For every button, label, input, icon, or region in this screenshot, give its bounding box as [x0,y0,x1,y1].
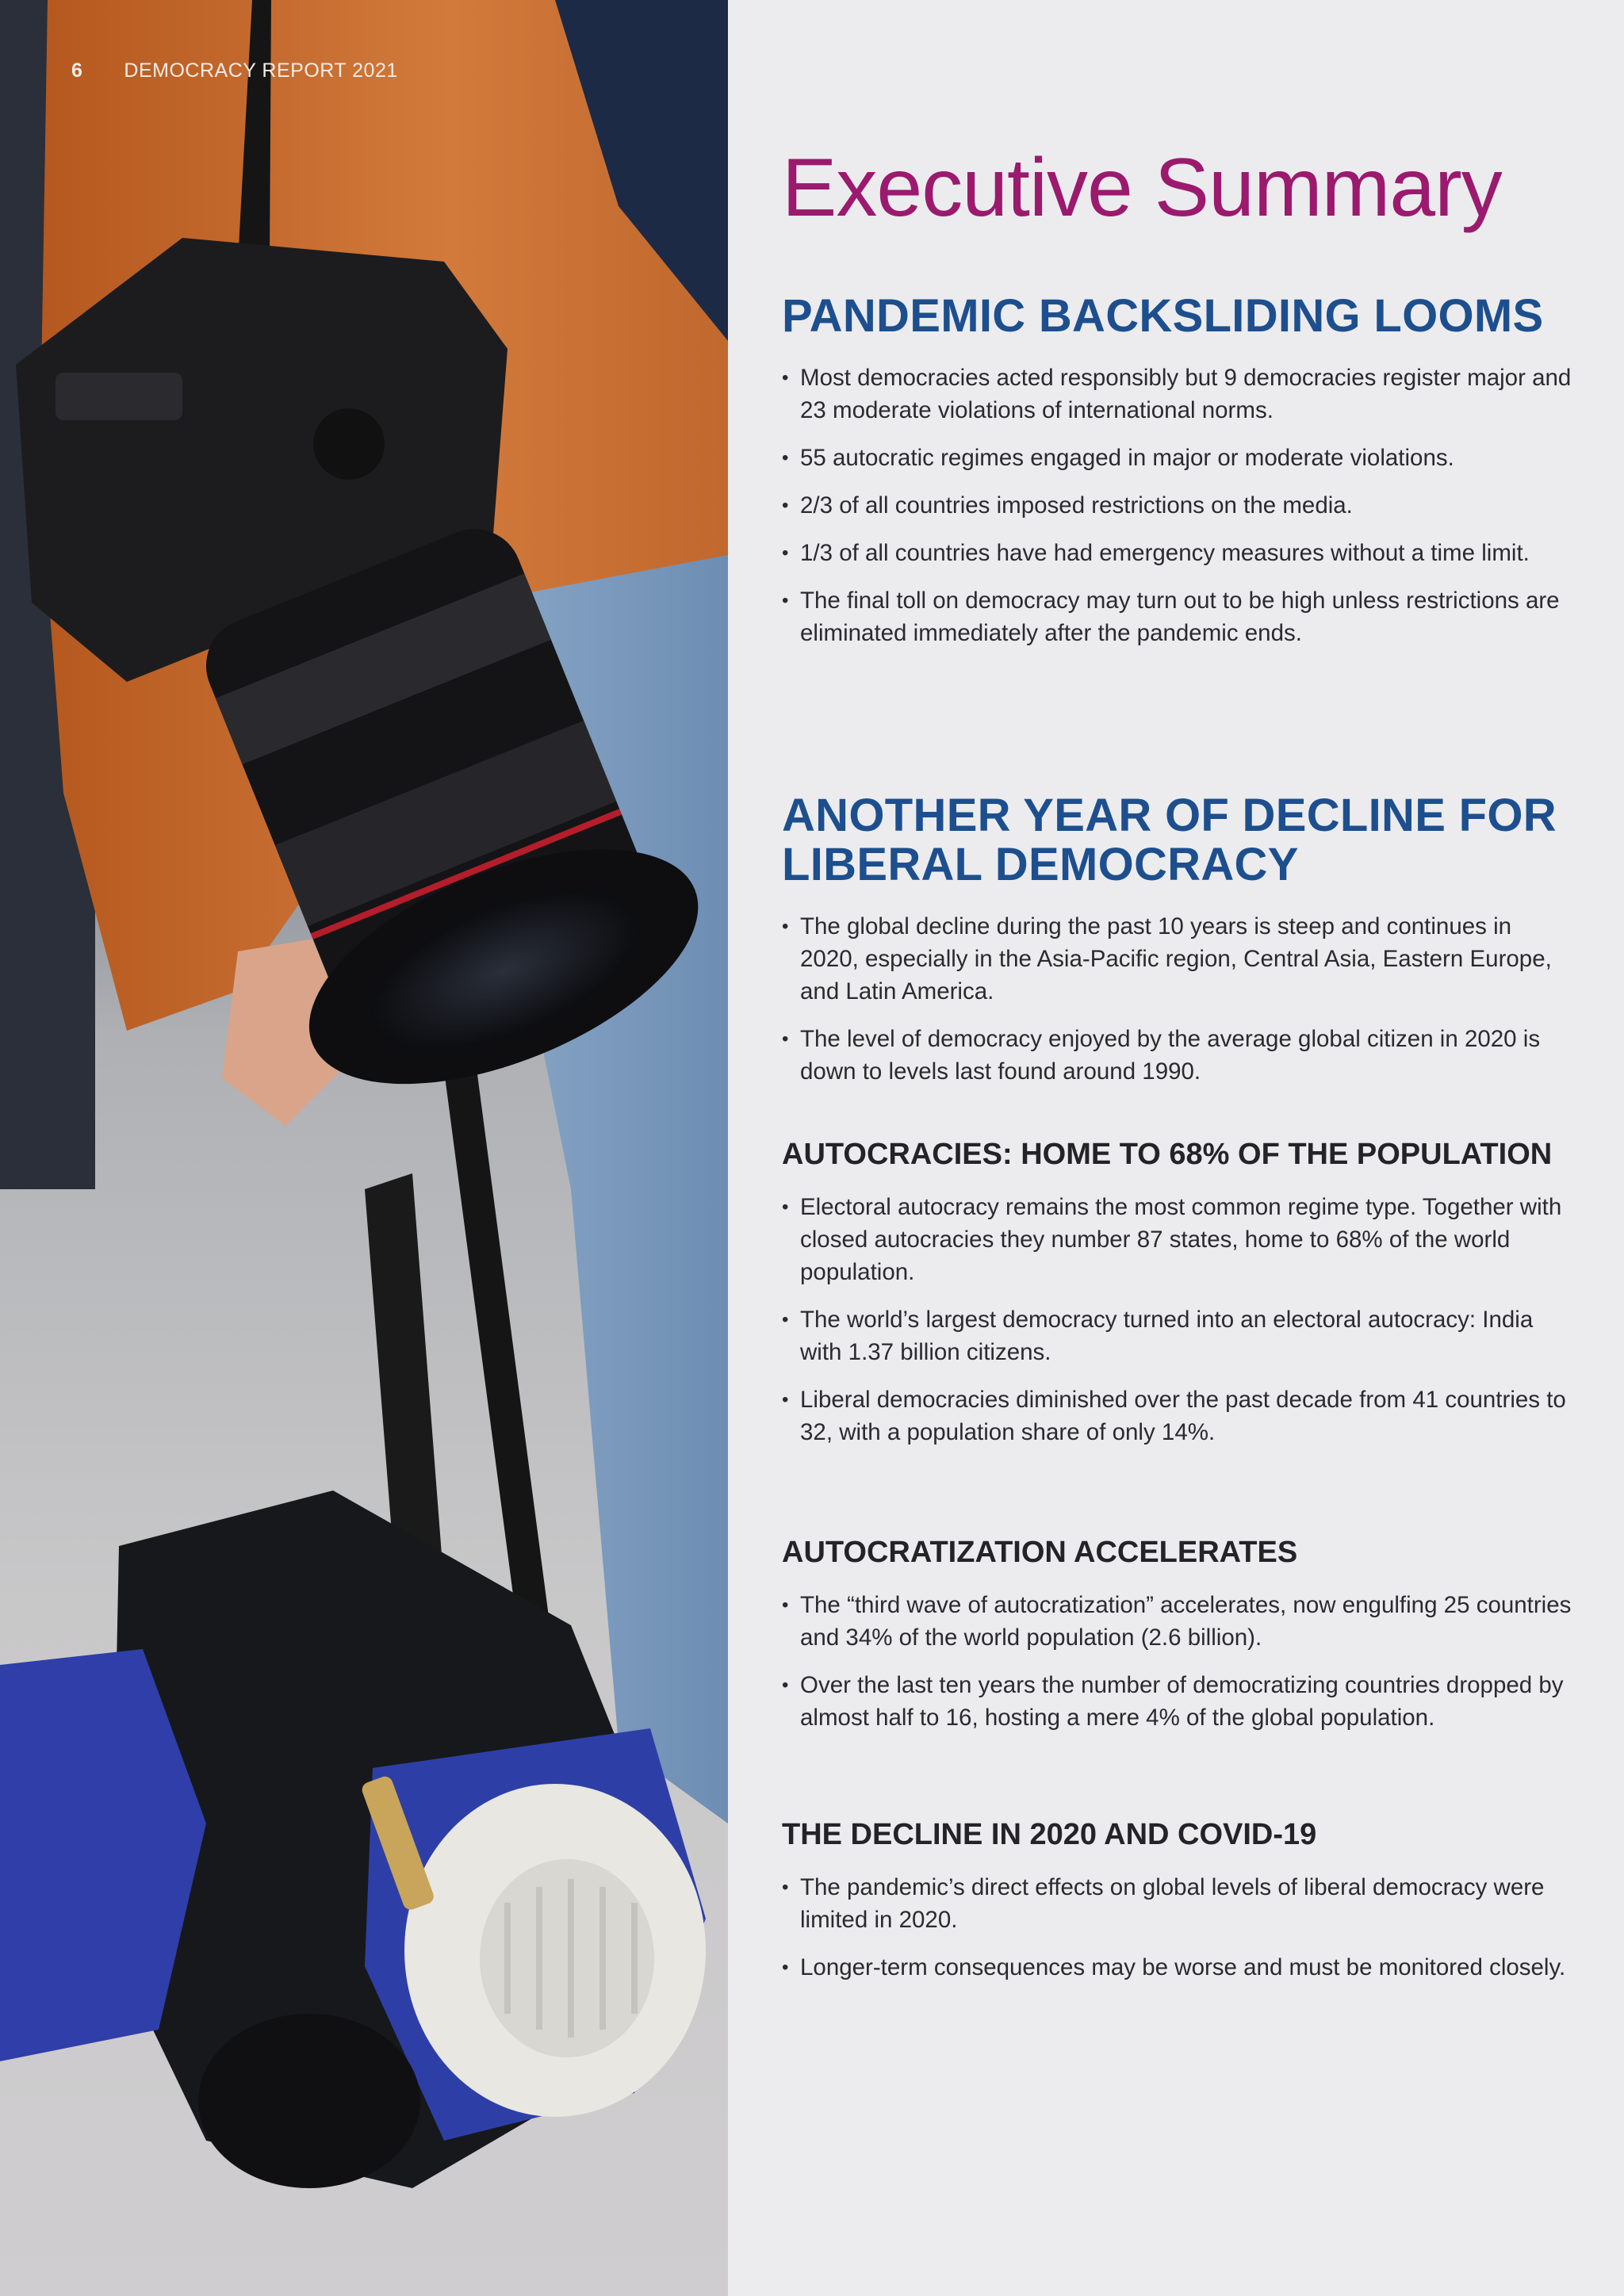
bullet-icon: • [782,367,789,388]
list-item [782,1951,1575,1984]
bullet-list [782,1191,1575,1448]
list-item [782,442,1575,474]
cover-photo [0,0,728,2296]
page-header [71,57,398,84]
page-title: Executive Summary [782,142,1502,234]
page-number: 6 [71,59,83,82]
report-title: DEMOCRACY REPORT 2021 [124,59,398,82]
list-item [782,1871,1575,1936]
bullet-list [782,1589,1575,1734]
list-item [782,362,1575,427]
list-item [782,1669,1575,1734]
section-heading: AUTOCRATIZATION ACCELERATES [782,1536,1298,1569]
bullet-list [782,362,1575,649]
bullet-icon: • [782,1196,789,1218]
bullet-text: The pandemic’s direct effects on global levels of liberal democracy were limited in 2020. [800,1874,1545,1933]
bullet-text: Electoral autocracy remains the most common regime type. Together with closed autocracies they number 87 states, home to 68% of the world population. [800,1194,1562,1285]
list-item [782,537,1575,569]
bullet-icon: • [782,1674,789,1696]
bullet-text: The final toll on democracy may turn out to be high unless restrictions are eliminated immediately after the pandemic ends. [800,587,1560,646]
photo-illustration [0,0,728,2296]
bullet-text: 1/3 of all countries have had emergency measures without a time limit. [800,540,1530,566]
bullet-list [782,910,1575,1088]
section-liberal-democracy-decline [782,791,1575,1103]
bullet-text: Most democracies acted responsibly but 9 democracies register major and 23 moderate violations of international norms. [800,365,1572,423]
bullet-list [782,1871,1575,1984]
bullet-text: The world’s largest democracy turned into an electoral autocracy: India with 1.37 billion citizens. [800,1307,1534,1365]
bullet-icon: • [782,1389,789,1410]
bullet-text: 55 autocratic regimes engaged in major or moderate violations. [800,445,1454,471]
section-heading: ANOTHER YEAR OF DECLINE FOR LIBERAL DEMOCRACY [782,790,1557,890]
bullet-text: Over the last ten years the number of democratizing countries dropped by almost half to 16, hosting a mere 4% of the global population. [800,1672,1564,1731]
list-item [782,1303,1575,1368]
list-item [782,489,1575,522]
gas-mask-icon [0,1490,706,2188]
bullet-text: The global decline during the past 10 years is steep and continues in 2020, especially in the Asia-Pacific region, Central Asia, Eastern Europe, and Latin America. [800,913,1552,1004]
bullet-icon: • [782,447,789,469]
section-heading: THE DECLINE IN 2020 AND COVID-19 [782,1818,1317,1851]
list-item [782,1023,1575,1088]
section-heading: PANDEMIC BACKSLIDING LOOMS [782,290,1544,342]
section-decline-2020-covid [782,1817,1575,1999]
section-autocracies-population [782,1137,1575,1464]
list-item [782,584,1575,649]
bullet-text: Liberal democracies diminished over the past decade from 41 countries to 32, with a population share of only 14%. [800,1387,1566,1445]
list-item [782,1383,1575,1448]
section-pandemic-backsliding [782,292,1575,664]
bullet-icon: • [782,1877,789,1898]
bullet-icon: • [782,1309,789,1330]
bullet-text: The “third wave of autocratization” accelerates, now engulfing 25 countries and 34% of the world population (2.6 billion). [800,1592,1572,1651]
list-item [782,910,1575,1008]
bullet-icon: • [782,1594,789,1616]
bullet-icon: • [782,1028,789,1050]
section-heading: AUTOCRACIES: HOME TO 68% OF THE POPULATION [782,1138,1553,1171]
bullet-icon: • [782,1957,789,1978]
bullet-text: The level of democracy enjoyed by the average global citizen in 2020 is down to levels last found around 1990. [800,1026,1541,1085]
bullet-text: Longer-term consequences may be worse and must be monitored closely. [800,1954,1566,1980]
bullet-icon: • [782,542,789,564]
bullet-icon: • [782,590,789,611]
list-item [782,1191,1575,1288]
list-item [782,1589,1575,1654]
bullet-text: 2/3 of all countries imposed restrictions on the media. [800,492,1353,519]
bullet-icon: • [782,916,789,937]
section-autocratization-accelerates [782,1535,1575,1749]
bullet-icon: • [782,495,789,516]
